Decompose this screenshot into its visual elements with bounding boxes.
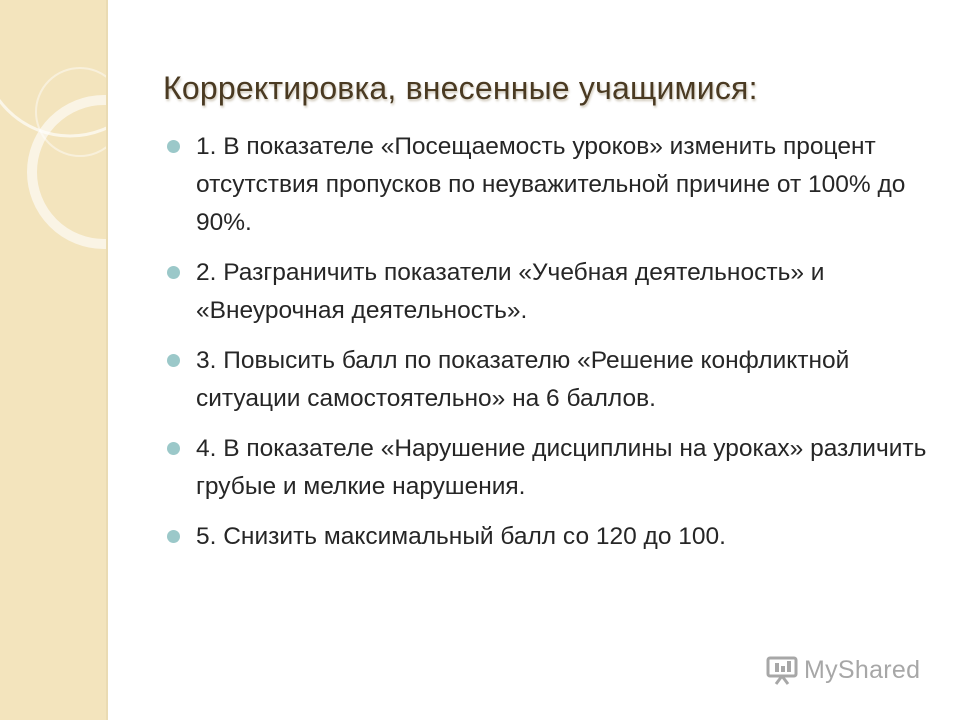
bullet-text: 2. Разграничить показатели «Учебная деятельность» и «Внеурочная деятельность».: [196, 259, 825, 324]
bullet-item-5: [167, 518, 927, 556]
watermark: [766, 655, 920, 685]
bullet-text: 5. Снизить максимальный балл со 120 до 100.: [196, 523, 726, 550]
bullet-dot-icon: [167, 140, 180, 153]
watermark-text: MyShared: [804, 655, 921, 684]
bullet-item-4: [167, 430, 927, 506]
bullet-text: 1. В показателе «Посещаемость уроков» изменить процент отсутствия пропусков по неуважительной причине от 100% до 90%.: [196, 133, 906, 236]
presentation-board-icon: [766, 655, 798, 685]
bullet-dot-icon: [167, 266, 180, 279]
bullet-dot-icon: [167, 354, 180, 367]
slide-title: Корректировка, внесенные учащимися:: [163, 70, 758, 106]
bullet-dot-icon: [167, 530, 180, 543]
bullet-text: 4. В показателе «Нарушение дисциплины на уроках» различить грубые и мелкие нарушения.: [196, 435, 927, 500]
decorative-side-strip: [0, 0, 106, 720]
circle-ornament-icon: [0, 0, 106, 720]
bullet-dot-icon: [167, 442, 180, 455]
bullet-text: 3. Повысить балл по показателю «Решение конфликтной ситуации самостоятельно» на 6 баллов.: [196, 347, 850, 412]
bullet-list: [167, 128, 927, 568]
bullet-item-2: [167, 254, 927, 330]
side-strip-edge: [106, 0, 108, 720]
bullet-item-1: [167, 128, 927, 242]
bullet-item-3: [167, 342, 927, 418]
